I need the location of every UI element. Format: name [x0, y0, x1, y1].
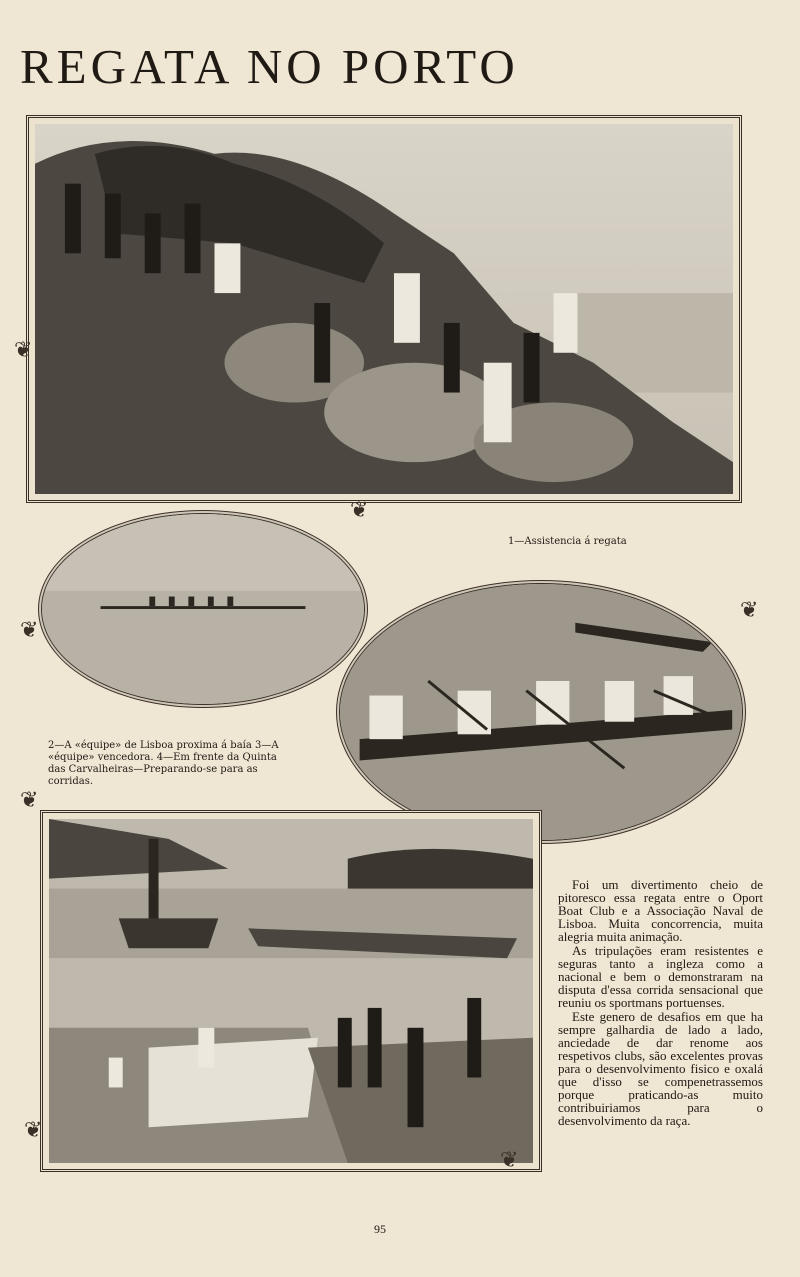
photo-oval-2 [38, 510, 368, 708]
article-paragraph: As tripulações eram resistentes e seguras tanto a ingleza como a nacional e bem o demonstraram na disputa d'essa corrida sensacional que reuniu os sportmans portuenses. [558, 943, 763, 1010]
article-body [558, 878, 763, 1128]
photo-frame-1 [26, 115, 742, 503]
article-paragraph: Foi um divertimento cheio de pitoresco essa regata entre o Oport Boat Club e a Associação Naval de Lisboa. Muita concorrencia, muita alegria muita animação. [558, 877, 763, 944]
leaf-ornament-icon: ❦ [350, 498, 369, 523]
page-number: 95 [374, 1222, 386, 1236]
leaf-ornament-icon: ❦ [20, 618, 39, 643]
leaf-ornament-icon: ❦ [20, 788, 39, 813]
leaf-ornament-icon: ❦ [500, 1148, 519, 1173]
page-title: REGATA NO PORTO [20, 39, 519, 94]
leaf-ornament-icon: ❦ [24, 1118, 43, 1143]
photo-audience [35, 124, 733, 494]
leaf-ornament-icon: ❦ [740, 598, 759, 623]
photo-frame-4 [40, 810, 542, 1172]
photo-quinta [49, 819, 533, 1163]
photo-oval-3 [336, 580, 746, 844]
photo-caption-group: 2—A «équipe» de Lisboa proxima á baía 3—A «équipe» vencedora. 4—Em frente da Quinta das Carvalheiras—Preparando-se para as corridas. [48, 740, 279, 787]
leaf-ornament-icon: ❦ [14, 338, 33, 363]
photo-1-caption: 1—Assistencia á regata [508, 536, 627, 547]
article-paragraph: Este genero de desafios em que ha sempre galhardia de lado a lado, anciedade de dar renome aos respetivos clubs, são excelentes provas para o desenvolvimento fisico e oxalá que d'isso se compenetrassemos porque praticando-as muito contribuiriamos para o desenvolvimento da raça. [558, 1009, 763, 1128]
